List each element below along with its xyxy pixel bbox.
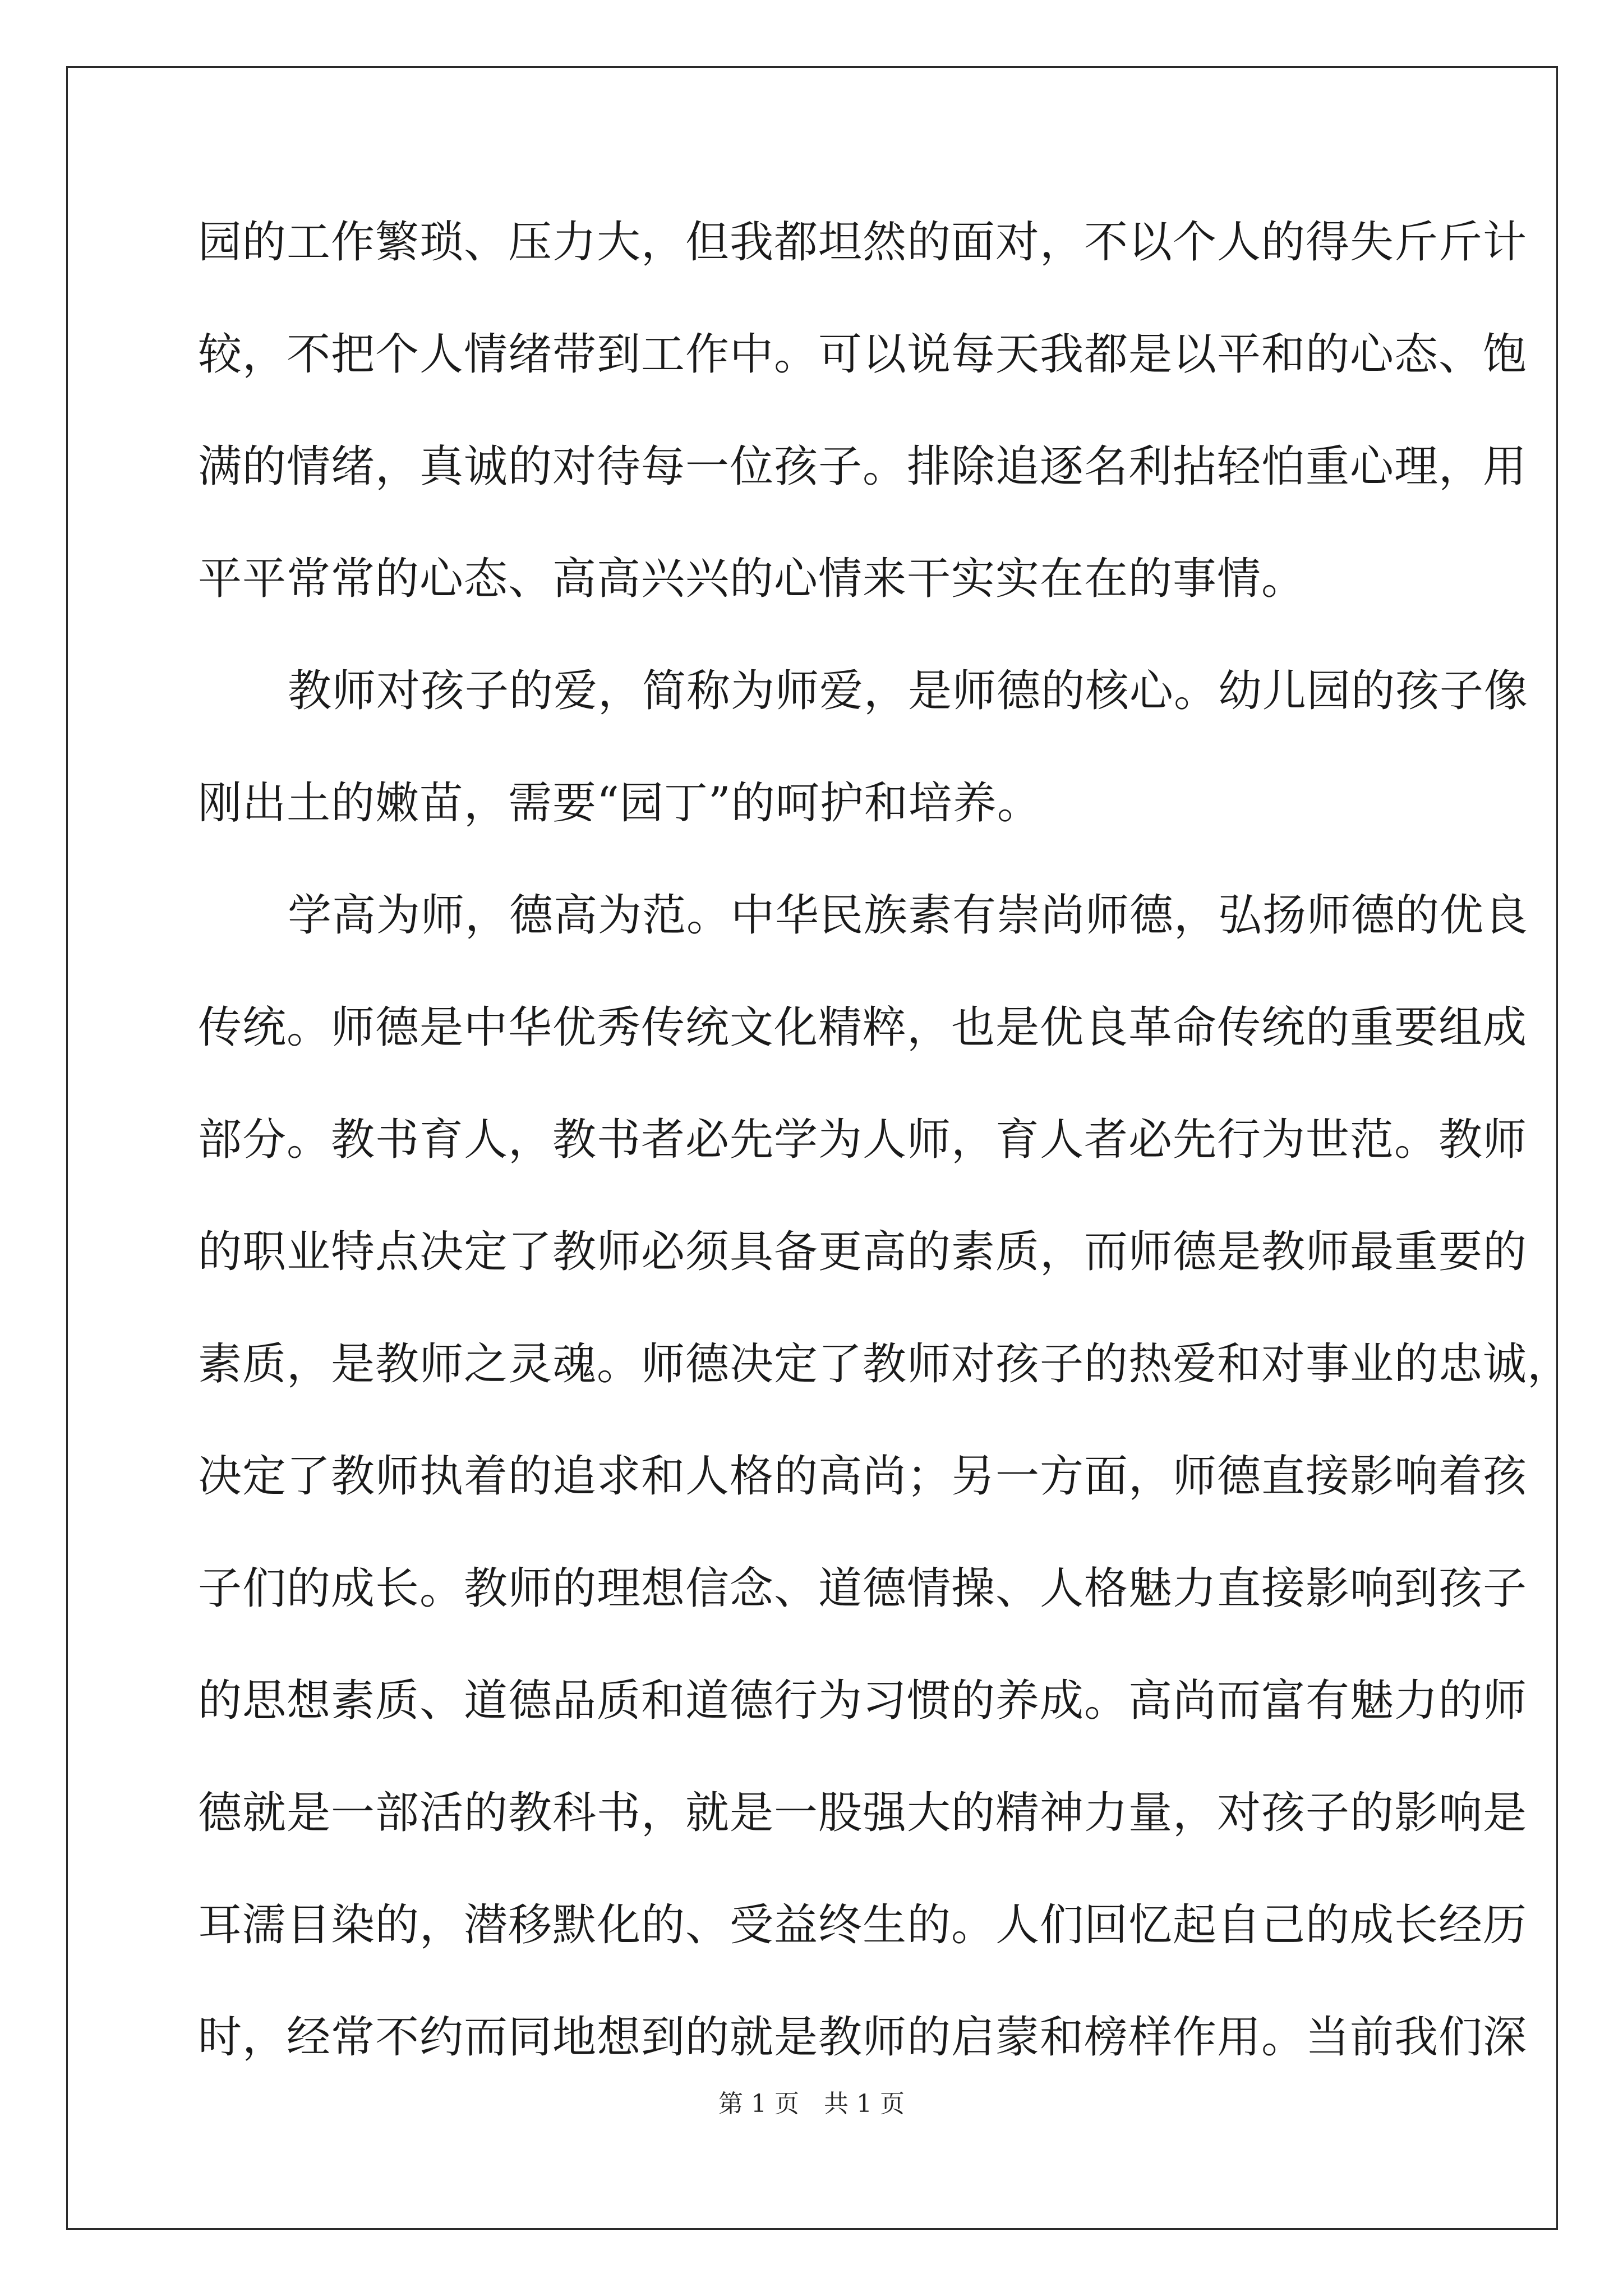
- text-line: 较，不把个人情绪带到工作中。可以说每天我都是以平和的心态、饱: [198, 329, 1528, 380]
- text-line: 德就是一部活的教科书，就是一股强大的精神力量，对孩子的影响是: [198, 1788, 1528, 1838]
- page-footer: [0, 2087, 1623, 2121]
- document-body: [198, 209, 1572, 2116]
- text-line: 部分。教书育人，教书者必先学为人师，育人者必先行为世范。教师: [198, 1115, 1528, 1165]
- text-line: 学高为师，德高为范。中华民族素有崇尚师德，弘扬师德的优良: [288, 890, 1529, 941]
- text-line: 的职业特点决定了教师必须具备更高的素质，而师德是教师最重要的: [198, 1227, 1528, 1277]
- text-line: 素质，是教师之灵魂。师德决定了教师对孩子的热爱和对事业的忠诚，: [198, 1339, 1572, 1389]
- page-number-current: 第 1 页: [718, 2090, 799, 2118]
- text-line: 时，经常不约而同地想到的就是教师的启蒙和榜样作用。当前我们深: [198, 2012, 1528, 2063]
- text-line: 决定了教师执着的追求和人格的高尚；另一方面，师德直接影响着孩: [198, 1451, 1528, 1502]
- text-line: 的思想素质、道德品质和道德行为习惯的养成。高尚而富有魅力的师: [198, 1676, 1528, 1726]
- text-line: 耳濡目染的，潜移默化的、受益终生的。人们回忆起自己的成长经历: [198, 1900, 1528, 1950]
- text-line: 教师对孩子的爱，简称为师爱，是师德的核心。幼儿园的孩子像: [288, 666, 1529, 716]
- text-line: 满的情绪，真诚的对待每一位孩子。排除追逐名利拈轻怕重心理，用: [198, 441, 1528, 492]
- text-line: 平平常常的心态、高高兴兴的心情来干实实在在的事情。: [198, 554, 1306, 604]
- text-line: 子们的成长。教师的理想信念、道德情操、人格魅力直接影响到孩子: [198, 1563, 1528, 1614]
- text-line: 传统。师德是中华优秀传统文化精粹，也是优良革命传统的重要组成: [198, 1002, 1528, 1053]
- page-number-total: 共 1 页: [824, 2090, 905, 2118]
- text-line: 园的工作繁琐、压力大，但我都坦然的面对，不以个人的得失斤斤计: [198, 217, 1528, 268]
- text-line: 刚出土的嫩苗，需要“园丁”的呵护和培养。: [198, 778, 1041, 829]
